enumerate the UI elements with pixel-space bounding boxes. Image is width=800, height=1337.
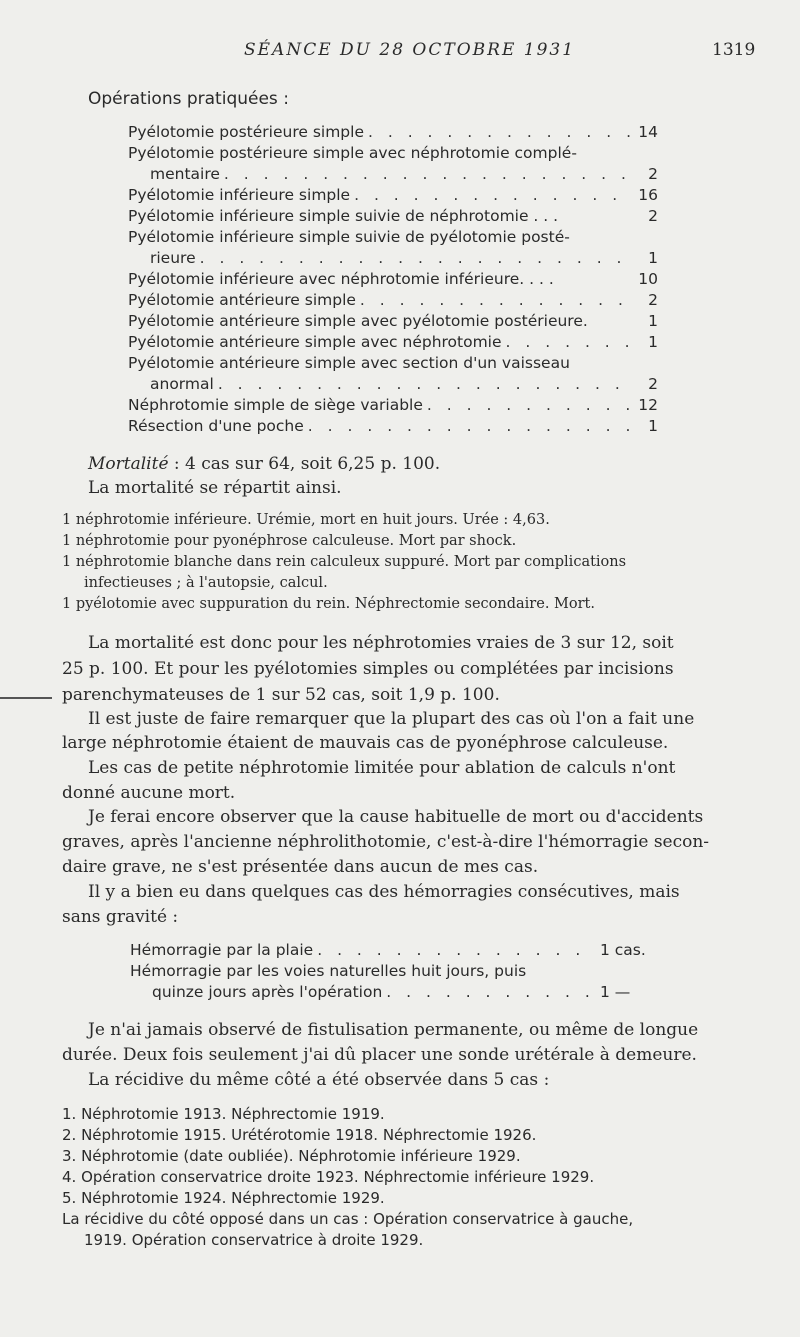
page-number: 1319 xyxy=(712,40,756,60)
hemorrhage-label: quinze jours après l'opération xyxy=(152,983,383,1001)
operation-row xyxy=(128,186,658,207)
mortality-line xyxy=(88,454,440,474)
operation-label: Pyélotomie postérieure simple xyxy=(128,123,364,141)
operation-label: Pyélotomie antérieure simple avec section d'un vaisseau xyxy=(128,354,570,372)
operation-label: Pyélotomie postérieure simple avec néphrotomie complé- xyxy=(128,144,577,162)
death-item: 1 pyélotomie avec suppuration du rein. Néphrectomie secondaire. Mort. xyxy=(62,596,595,612)
paragraph-line: donné aucune mort. xyxy=(62,783,236,803)
hemorrhage-count: 1 — xyxy=(600,983,631,1001)
operation-label: Pyélotomie antérieure simple avec pyélotomie postérieure. xyxy=(128,312,588,330)
dot-leader xyxy=(200,249,632,267)
operation-label: Pyélotomie antérieure simple xyxy=(128,291,356,309)
mortality-label: Mortalité xyxy=(88,454,169,474)
paragraph-line: large néphrotomie étaient de mauvais cas de pyonéphrose calculeuse. xyxy=(62,733,669,753)
paragraph-line: Je ferai encore observer que la cause habituelle de mort ou d'accidents xyxy=(88,807,704,827)
recurrence-item: 2. Néphrotomie 1915. Urétérotomie 1918. Néphrectomie 1926. xyxy=(62,1126,537,1144)
operation-count: 16 xyxy=(638,186,658,204)
paragraph-line: daire grave, ne s'est présentée dans aucun de mes cas. xyxy=(62,857,539,877)
paragraph-line: La mortalité est donc pour les néphrotomies vraies de 3 sur 12, soit xyxy=(88,633,674,653)
recurrence-item: 3. Néphrotomie (date oubliée). Néphrotomie inférieure 1929. xyxy=(62,1147,521,1165)
paragraph-line: graves, après l'ancienne néphrolithotomie, c'est-à-dire l'hémorragie secon- xyxy=(62,832,710,852)
operation-row xyxy=(128,396,658,417)
death-item: 1 néphrotomie pour pyonéphrose calculeuse. Mort par shock. xyxy=(62,533,517,549)
paragraph-line: parenchymateuses de 1 sur 52 cas, soit 1,9 p. 100. xyxy=(62,685,500,705)
dot-leader xyxy=(224,165,632,183)
mortality-text: : 4 cas sur 64, soit 6,25 p. 100. xyxy=(168,454,441,474)
operation-label: Pyélotomie inférieure simple suivie de néphrotomie . . . xyxy=(128,207,559,225)
operations-heading: Opérations pratiquées : xyxy=(88,89,289,109)
operation-label: rieure xyxy=(150,249,196,267)
operation-label: Résection d'une poche xyxy=(128,417,304,435)
operation-row xyxy=(150,165,658,186)
operation-row xyxy=(128,123,658,144)
hemorrhage-count: 1 cas. xyxy=(600,941,646,959)
operation-row xyxy=(128,333,658,354)
operation-count: 2 xyxy=(648,207,658,225)
recurrence-item: 1. Néphrotomie 1913. Néphrectomie 1919. xyxy=(62,1105,385,1123)
operation-count: 2 xyxy=(648,291,658,309)
operation-label: Pyélotomie antérieure simple avec néphrotomie xyxy=(128,333,502,351)
operation-row xyxy=(128,312,658,333)
paragraph-line: La récidive du même côté a été observée dans 5 cas : xyxy=(88,1070,550,1090)
page-header xyxy=(0,40,800,68)
operation-row xyxy=(150,249,658,270)
operation-row xyxy=(150,375,658,396)
paragraph-line: durée. Deux fois seulement j'ai dû placer une sonde urétérale à demeure. xyxy=(62,1045,697,1065)
dot-leader xyxy=(386,983,594,1001)
margin-mark xyxy=(0,697,52,699)
mortality-repartition: La mortalité se répartit ainsi. xyxy=(88,478,342,498)
hemorrhage-row xyxy=(130,941,670,962)
operation-row xyxy=(128,144,658,162)
paragraph-line: Il est juste de faire remarquer que la plupart des cas où l'on a fait une xyxy=(88,709,695,729)
operation-label: Pyélotomie inférieure simple xyxy=(128,186,351,204)
paragraph-line: sans gravité : xyxy=(62,907,179,927)
operation-count: 12 xyxy=(638,396,658,414)
death-item: 1 néphrotomie inférieure. Urémie, mort en huit jours. Urée : 4,63. xyxy=(62,512,550,528)
operation-row xyxy=(128,270,658,291)
dot-leader xyxy=(354,186,632,204)
hemorrhage-row xyxy=(152,983,670,1004)
running-title: SÉANCE DU 28 OCTOBRE 1931 xyxy=(244,40,576,60)
paragraph-line: Je n'ai jamais observé de fistulisation permanente, ou même de longue xyxy=(88,1020,699,1040)
operation-label: anormal xyxy=(150,375,214,393)
operation-label: Néphrotomie simple de siège variable xyxy=(128,396,423,414)
operation-row xyxy=(128,228,658,246)
paragraph-line: 25 p. 100. Et pour les pyélotomies simples ou complétées par incisions xyxy=(62,659,674,679)
death-item: 1 néphrotomie blanche dans rein calculeux suppuré. Mort par complications xyxy=(62,554,627,570)
operation-row xyxy=(128,291,658,312)
operation-label: Pyélotomie inférieure avec néphrotomie inférieure. . . . xyxy=(128,270,554,288)
operation-count: 14 xyxy=(638,123,658,141)
hemorrhage-label: Hémorragie par la plaie xyxy=(130,941,314,959)
hemorrhage-label: Hémorragie par les voies naturelles huit jours, puis xyxy=(130,962,527,980)
dot-leader xyxy=(308,417,632,435)
operation-row xyxy=(128,354,658,372)
operation-count: 2 xyxy=(648,165,658,183)
operation-count: 1 xyxy=(648,417,658,435)
death-item-continuation: infectieuses ; à l'autopsie, calcul. xyxy=(84,575,328,591)
dot-leader xyxy=(368,123,632,141)
recurrence-item: La récidive du côté opposé dans un cas : Opération conservatrice à gauche, xyxy=(62,1210,634,1228)
operation-row xyxy=(128,207,658,228)
recurrence-item: 5. Néphrotomie 1924. Néphrectomie 1929. xyxy=(62,1189,385,1207)
recurrence-item-continuation: 1919. Opération conservatrice à droite 1929. xyxy=(84,1231,424,1249)
dot-leader xyxy=(360,291,632,309)
dot-leader xyxy=(427,396,632,414)
operation-count: 2 xyxy=(648,375,658,393)
operation-label: Pyélotomie inférieure simple suivie de pyélotomie posté- xyxy=(128,228,570,246)
operation-count: 1 xyxy=(648,333,658,351)
dot-leader xyxy=(218,375,632,393)
dot-leader xyxy=(317,941,594,959)
recurrence-item: 4. Opération conservatrice droite 1923. Néphrectomie inférieure 1929. xyxy=(62,1168,595,1186)
operation-count: 10 xyxy=(638,270,658,288)
paragraph-line: Il y a bien eu dans quelques cas des hémorragies consécutives, mais xyxy=(88,882,680,902)
paragraph-line: Les cas de petite néphrotomie limitée pour ablation de calculs n'ont xyxy=(88,758,676,778)
operation-label: mentaire xyxy=(150,165,220,183)
operation-count: 1 xyxy=(648,249,658,267)
dot-leader xyxy=(506,333,632,351)
operation-row xyxy=(128,417,658,438)
operation-count: 1 xyxy=(648,312,658,330)
